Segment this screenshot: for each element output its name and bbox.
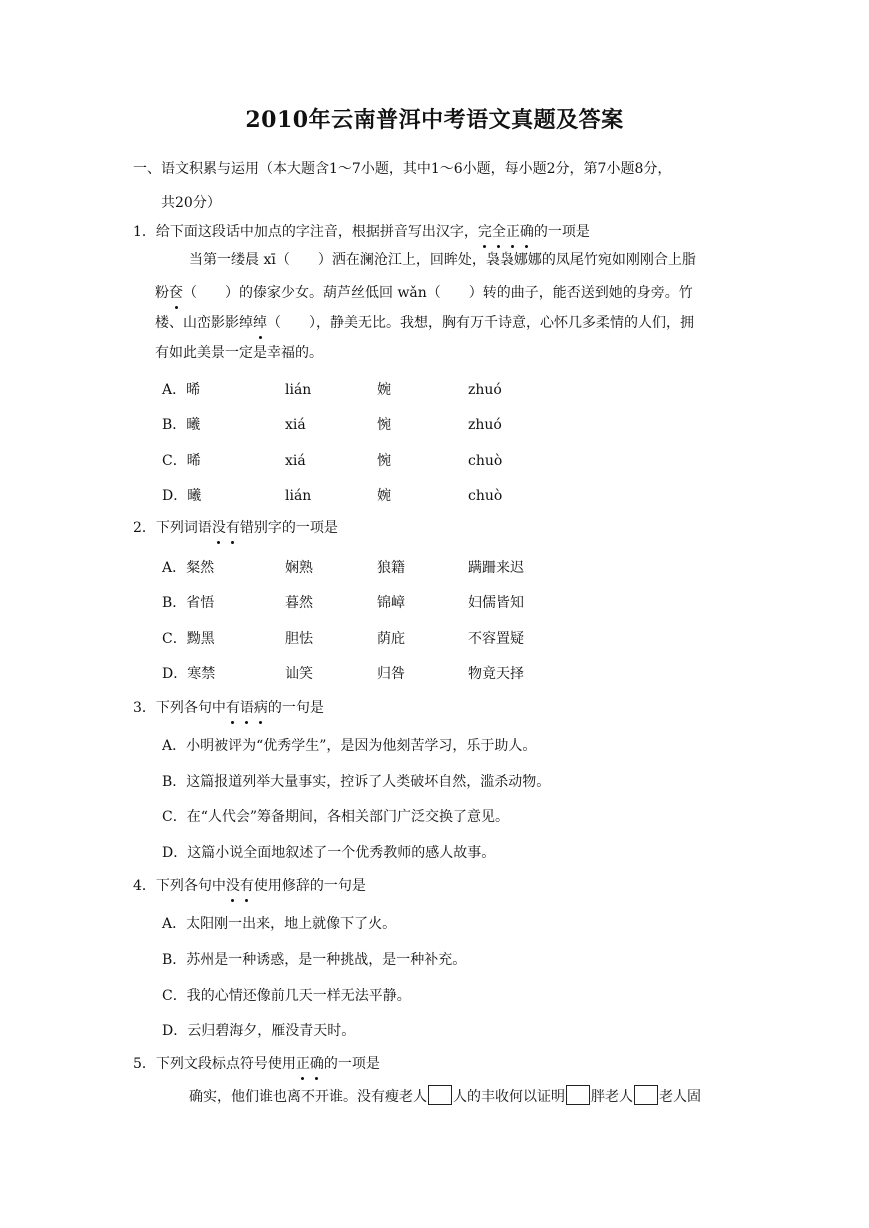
emphasis-char: 没: [225, 878, 240, 894]
question-5-stem: [133, 1054, 380, 1074]
emphasis-char: 有: [225, 520, 240, 536]
q5-passage-text: 老人固: [659, 1089, 701, 1105]
q2-option-d-3: 归咎: [377, 666, 405, 682]
q1-passage-text: （ ）的傣家少女。葫芦丝低回 wǎn（ ）转的曲子，能否送到她的身旁。竹: [183, 285, 693, 301]
q4-option-c: C．我的心情还像前几天一样无法平静。: [162, 988, 411, 1004]
q1-option-d-3: 婉: [377, 488, 391, 504]
q2-option-d-2: 讪笑: [285, 666, 313, 682]
q1-option-a-3: 婉: [377, 382, 391, 398]
q1-option-a-1: A．晞: [162, 382, 201, 398]
q4-option-b: B．苏州是一种诱惑，是一种挑战，是一种补充。: [162, 952, 467, 968]
q2-stem-text-end: 错别字的一项是: [239, 520, 338, 536]
q3-option-c: C．在“人代会”筹备期间，各相关部门广泛交换了意见。: [162, 809, 510, 825]
q1-passage-text: （ ），静美无比。我想，胸有万千诗意，心怀几多柔情的人们，拥: [267, 315, 694, 331]
q5-stem-text-end: 的一项是: [323, 1056, 380, 1072]
q1-passage-line-3: [155, 313, 694, 333]
q5-passage-text: 人的丰收何以证明: [453, 1089, 565, 1105]
q2-option-b-4: 妇儒皆知: [468, 595, 524, 611]
q2-option-b-2: 暮然: [285, 595, 313, 611]
q1-passage-line-4: 有如此美景一定是幸福的。: [155, 345, 323, 361]
q3-stem-text: 3．下列各句中: [133, 700, 226, 716]
emphasis-char: 完: [477, 224, 492, 240]
q3-option-d: D．这篇小说全面地叙述了一个优秀教师的感人故事。: [162, 845, 496, 861]
emphasis-char: 绰: [253, 315, 267, 331]
emphasis-char: 没: [211, 520, 226, 536]
section-heading-cont: 共20分）: [161, 195, 221, 211]
emphasis-char: 奁: [169, 285, 183, 301]
q1-option-c-1: C．晞: [162, 453, 201, 469]
q2-option-b-3: 锦嶂: [377, 595, 405, 611]
q1-passage-line-1: 当第一缕晨 xī（ ）洒在澜沧江上，回眸处，袅袅娜娜的凤尾竹宛如刚刚合上脂: [189, 252, 696, 268]
q5-passage-line-1: [189, 1085, 701, 1107]
q4-stem-text-end: 使用修辞的一句是: [253, 878, 366, 894]
question-4-stem: [133, 876, 366, 896]
punctuation-blank-box: [428, 1085, 452, 1105]
q1-passage-text: 楼、山峦影影绰: [155, 315, 253, 331]
question-2-stem: [133, 518, 338, 538]
q2-option-a-2: 娴熟: [285, 560, 313, 576]
q2-option-a-1: A．粲然: [162, 560, 215, 576]
q4-stem-text: 4．下列各句中: [133, 878, 226, 894]
emphasis-char: 正: [505, 224, 520, 240]
q1-passage-line-2: [155, 283, 693, 303]
q1-option-a-4: zhuó: [468, 382, 502, 398]
q2-option-c-3: 荫庇: [377, 631, 405, 647]
q2-option-d-4: 物竟天择: [468, 666, 524, 682]
emphasis-char: 有: [239, 878, 254, 894]
punctuation-blank-box: [634, 1085, 658, 1105]
emphasis-char: 全: [491, 224, 506, 240]
q1-stem-text-end: 的一项是: [533, 224, 590, 240]
q3-option-a: A．小明被评为“优秀学生”，是因为他刻苦学习，乐于助人。: [162, 738, 537, 754]
q3-stem-text-end: 的一句是: [267, 700, 324, 716]
emphasis-char: 正: [295, 1056, 310, 1072]
q1-option-d-4: chuò: [468, 488, 503, 504]
q1-option-b-4: zhuó: [468, 417, 502, 433]
q3-option-b: B．这篇报道列举大量事实，控诉了人类破坏自然，滥杀动物。: [162, 774, 551, 790]
q1-option-d-1: D．曦: [162, 488, 202, 504]
q1-option-c-4: chuò: [468, 453, 503, 469]
q5-passage-text: 胖老人: [591, 1089, 633, 1105]
q2-option-c-4: 不容置疑: [468, 631, 524, 647]
emphasis-char: 语: [239, 700, 254, 716]
q2-option-d-1: D．寒禁: [162, 666, 216, 682]
punctuation-blank-box: [566, 1085, 590, 1105]
q2-option-c-1: C．黝黑: [162, 631, 215, 647]
q2-option-a-4: 蹒跚来迟: [468, 560, 524, 576]
q1-option-b-2: xiá: [285, 417, 306, 433]
q1-stem-text: 1．给下面这段话中加点的字注音，根据拼音写出汉字，: [133, 224, 478, 240]
question-3-stem: [133, 698, 324, 718]
q1-passage-text: 粉: [155, 285, 169, 301]
q2-option-b-1: B．省悟: [162, 595, 215, 611]
emphasis-char: 病: [253, 700, 268, 716]
q1-option-c-3: 惋: [377, 453, 391, 469]
emphasis-char: 确: [309, 1056, 324, 1072]
page-title: 2010年云南普洱中考语文真题及答案: [245, 107, 624, 133]
q2-option-a-3: 狼籍: [377, 560, 405, 576]
q2-option-c-2: 胆怯: [285, 631, 313, 647]
q2-stem-text: 2．下列词语: [133, 520, 212, 536]
q5-passage-text: 确实，他们谁也离不开谁。没有瘦老人: [189, 1089, 427, 1105]
emphasis-char: 有: [225, 700, 240, 716]
q1-option-c-2: xiá: [285, 453, 306, 469]
section-heading: 一、语文积累与运用（本大题含1～7小题，其中1～6小题，每小题2分，第7小题8分，: [133, 161, 672, 177]
q1-option-b-3: 惋: [377, 417, 391, 433]
q1-option-b-1: B．曦: [162, 417, 201, 433]
question-1-stem: [133, 222, 590, 242]
q5-stem-text: 5．下列文段标点符号使用: [133, 1056, 296, 1072]
q4-option-a: A．太阳刚一出来，地上就像下了火。: [162, 916, 397, 932]
q1-option-d-2: lián: [285, 488, 312, 504]
emphasis-char: 确: [519, 224, 534, 240]
q1-option-a-2: lián: [285, 382, 312, 398]
q4-option-d: D．云归碧海夕，雁没青天时。: [162, 1023, 356, 1039]
